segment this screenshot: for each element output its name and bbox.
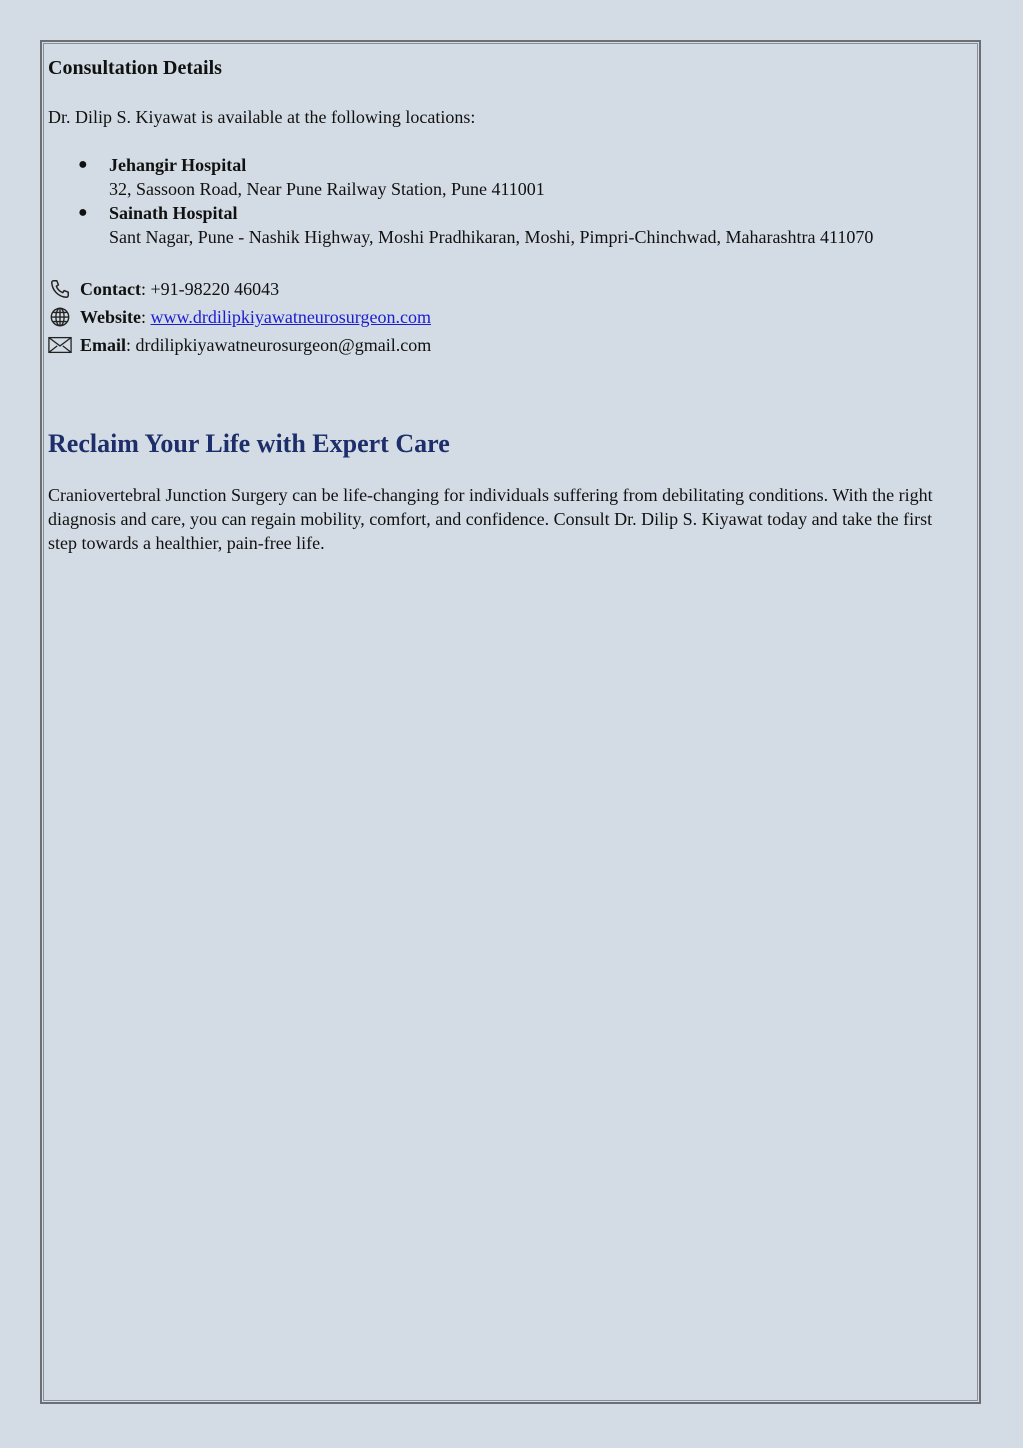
bullet-icon: ● [78, 156, 88, 173]
email-value: drdilipkiyawatneurosurgeon@gmail.com [135, 335, 432, 355]
document-content [48, 55, 948, 555]
email-label: Email [80, 335, 127, 355]
email-separator: : [126, 335, 136, 355]
list-item [78, 201, 948, 249]
location-name: Sainath Hospital [109, 203, 238, 223]
contact-separator: : [141, 279, 151, 299]
globe-icon [48, 306, 72, 328]
bullet-icon: ● [78, 204, 88, 221]
contact-label: Contact [80, 279, 141, 299]
closing-paragraph: Craniovertebral Junction Surgery can be life-changing for individuals suffering from debilitating conditions. With the right diagnosis and care, you can regain mobility, comfort, and confidence. Consult Dr. Dilip S. Kiyawat today and take the first step towards a healthier, pain-free life. [48, 485, 933, 553]
website-separator: : [141, 307, 151, 327]
contact-block [48, 275, 948, 359]
closing-headline: Reclaim Your Life with Expert Care [48, 429, 450, 458]
list-item [78, 153, 948, 201]
location-address: 32, Sassoon Road, Near Pune Railway Station, Pune 411001 [109, 179, 545, 199]
section-title: Consultation Details [48, 57, 222, 79]
website-label: Website [80, 307, 141, 327]
intro-text: Dr. Dilip S. Kiyawat is available at the following locations: [48, 107, 476, 127]
contact-phone-value: +91-98220 46043 [150, 279, 280, 299]
phone-icon [48, 278, 72, 300]
locations-list [48, 153, 948, 249]
location-name: Jehangir Hospital [109, 155, 247, 175]
envelope-icon [48, 334, 72, 356]
contact-phone-line [48, 275, 948, 303]
location-address: Sant Nagar, Pune - Nashik Highway, Moshi Pradhikaran, Moshi, Pimpri-Chinchwad, Maharashtra 411070 [109, 227, 874, 247]
contact-email-line [48, 331, 948, 359]
contact-website-line [48, 303, 948, 331]
website-link[interactable]: www.drdilipkiyawatneurosurgeon.com [150, 307, 431, 327]
